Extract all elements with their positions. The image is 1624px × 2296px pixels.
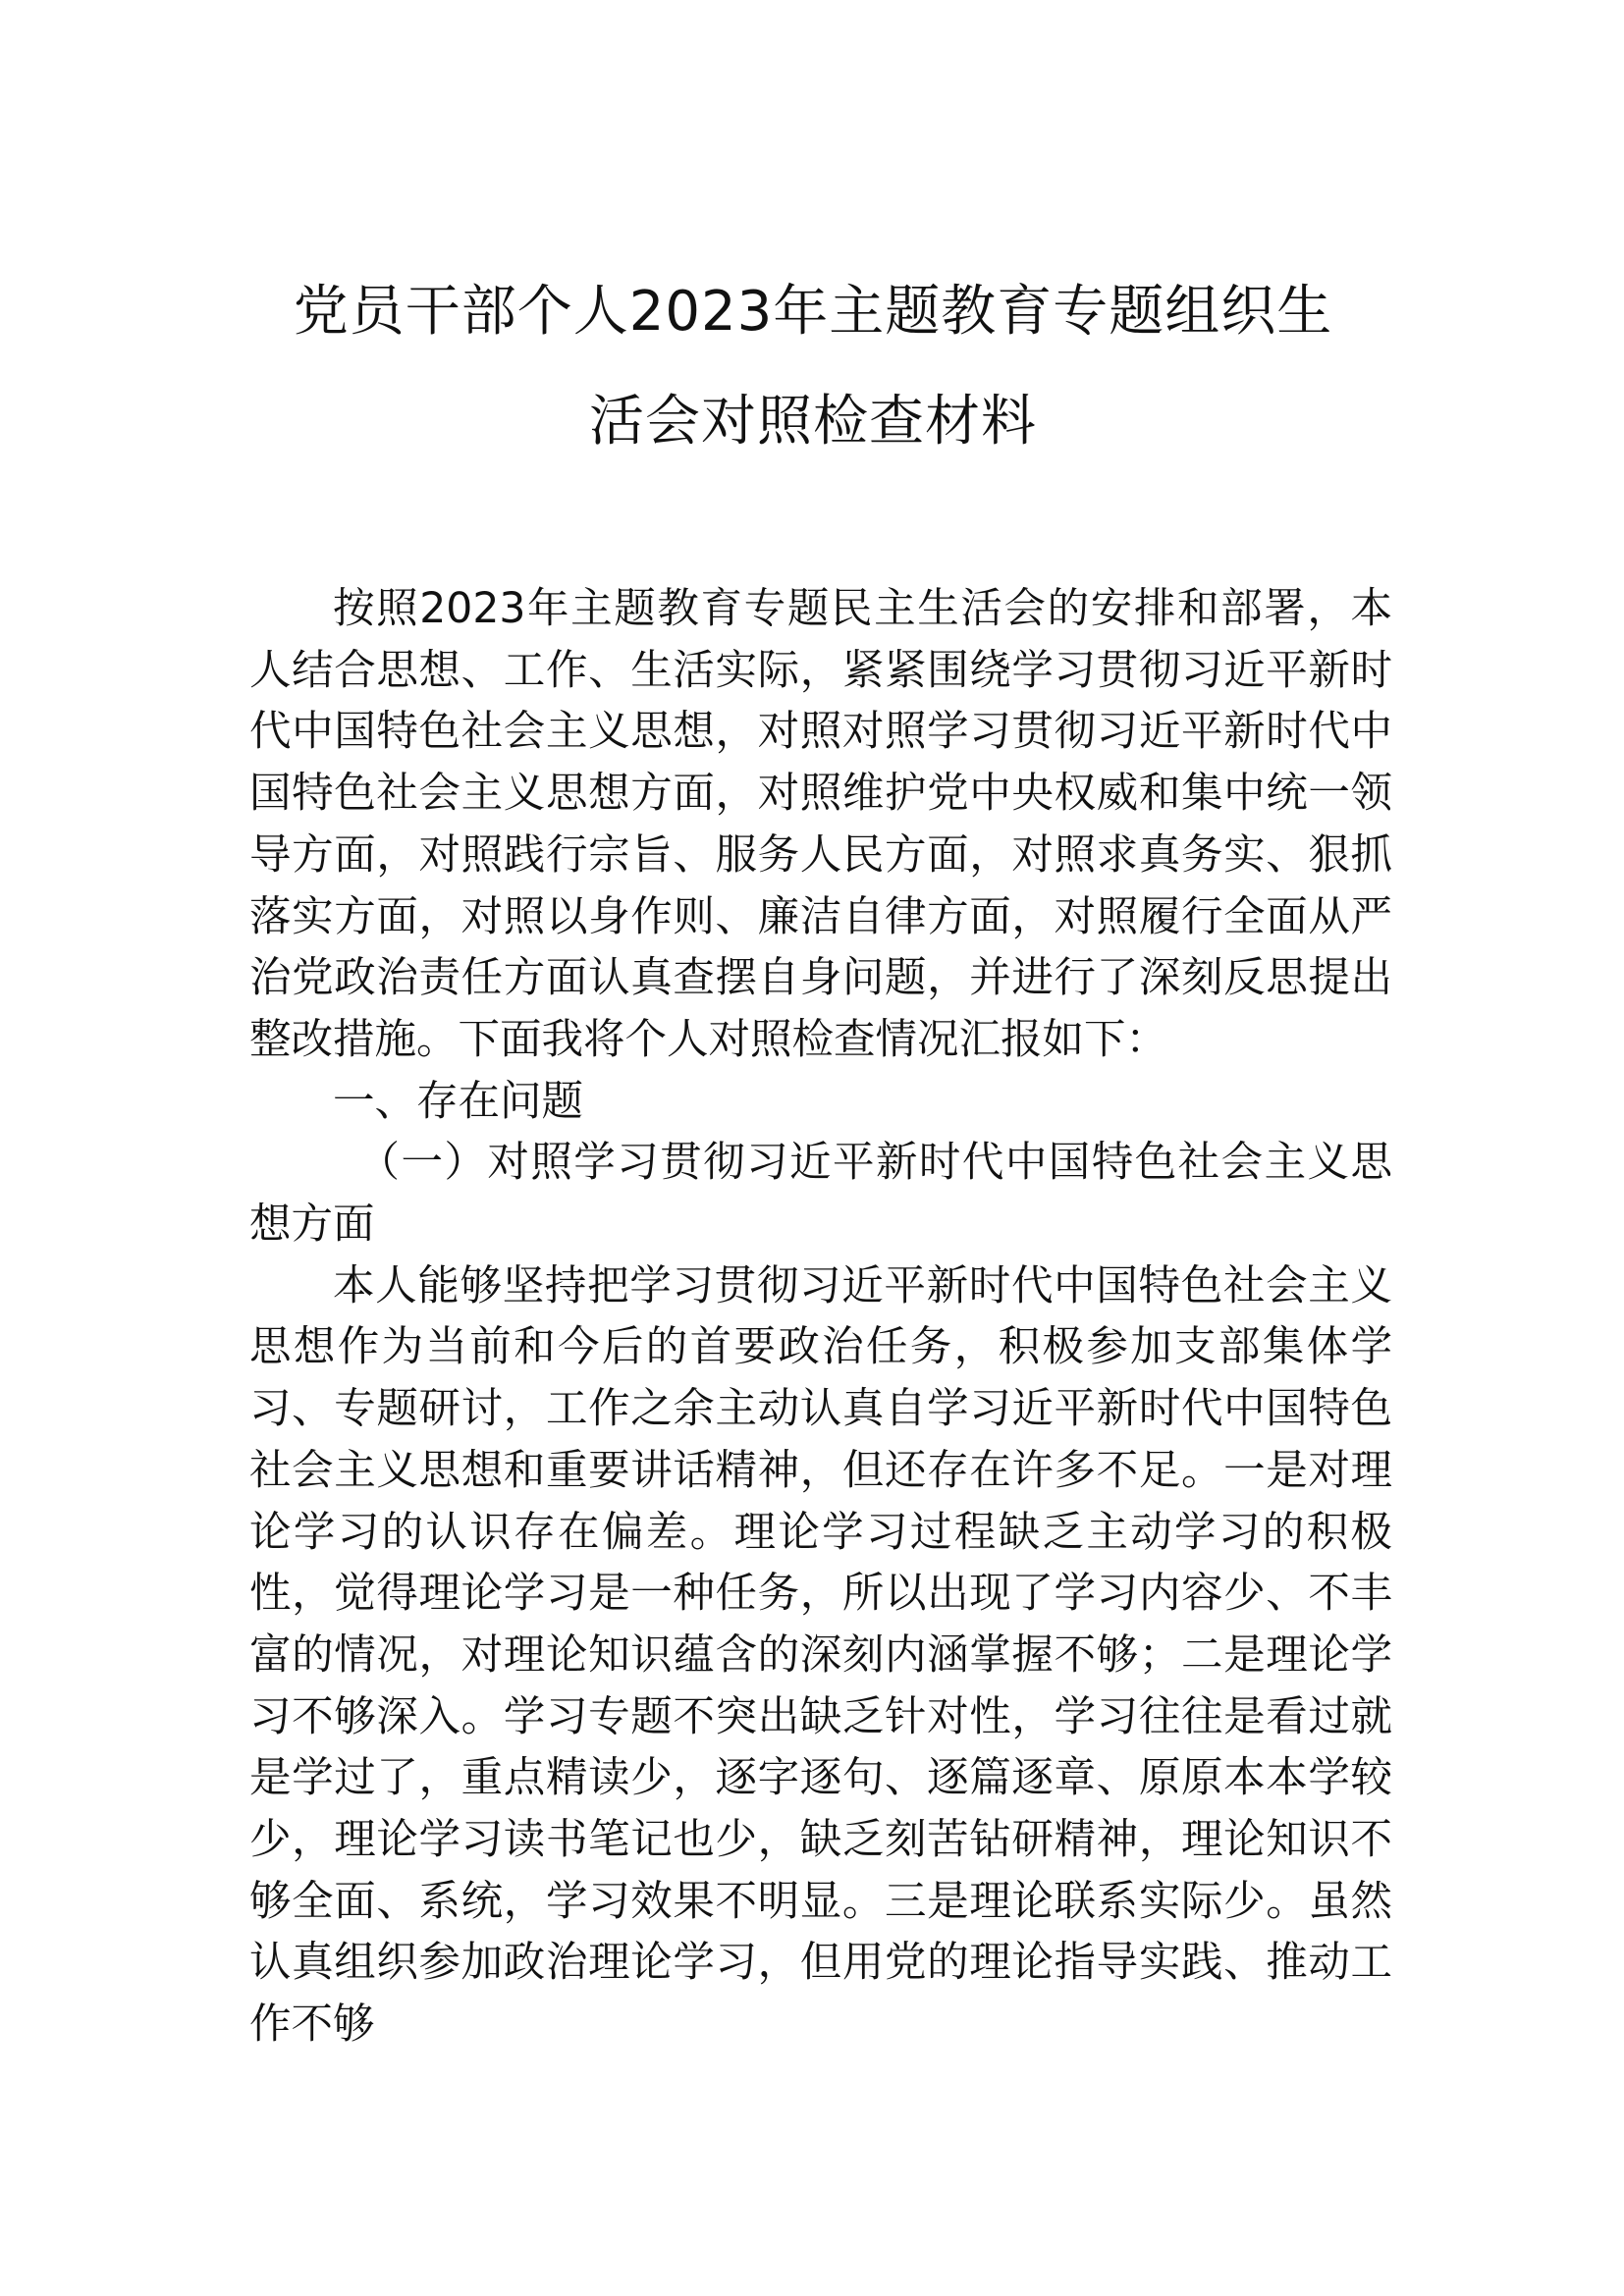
title-line-2: 活会对照检查材料 [589,390,1037,454]
document-title [244,257,1382,477]
subsection-heading: （一）对照学习贯彻习近平新时代中国特色社会主义思想方面 [249,1139,1392,1250]
intro-paragraph: 按照2023年主题教育专题民主生活会的安排和部署，本人结合思想、工作、生活实际，紧紧围绕学习贯彻习近平新时代中国特色社会主义思想，对照对照学习贯彻习近平新时代中国特色社会主义思想方面，对照维护党中央权威和集中统一领导方面，对照践行宗旨、服务人民方面，对照求真务实、狠抓落实方面，对照以身作则、廉洁自律方面，对照履行全面从严治党政治责任方面认真查摆自身问题，并进行了深刻反思提出整改措施。下面我将个人对照检查情况汇报如下： [249,585,1392,1064]
title-line-1: 党员干部个人2023年主题教育专题组织生 [293,280,1333,344]
document-body [249,579,1392,2056]
subsection-paragraph: 本人能够坚持把学习贯彻习近平新时代中国特色社会主义思想作为当前和今后的首要政治任务，积极参加支部集体学习、专题研讨，工作之余主动认真自学习近平新时代中国特色社会主义思想和重要讲话精神，但还存在许多不足。一是对理论学习的认识存在偏差。理论学习过程缺乏主动学习的积极性，觉得理论学习是一种任务，所以出现了学习内容少、不丰富的情况，对理论知识蕴含的深刻内涵掌握不够；二是理论学习不够深入。学习专题不突出缺乏针对性，学习往往是看过就是学过了，重点精读少，逐字逐句、逐篇逐章、原原本本学较少，理论学习读书笔记也少，缺乏刻苦钻研精神，理论知识不够全面、系统，学习效果不明显。三是理论联系实际少。虽然认真组织参加政治理论学习，但用党的理论指导实践、推动工作不够 [249,1261,1392,2050]
section-heading: 一、存在问题 [333,1077,584,1126]
